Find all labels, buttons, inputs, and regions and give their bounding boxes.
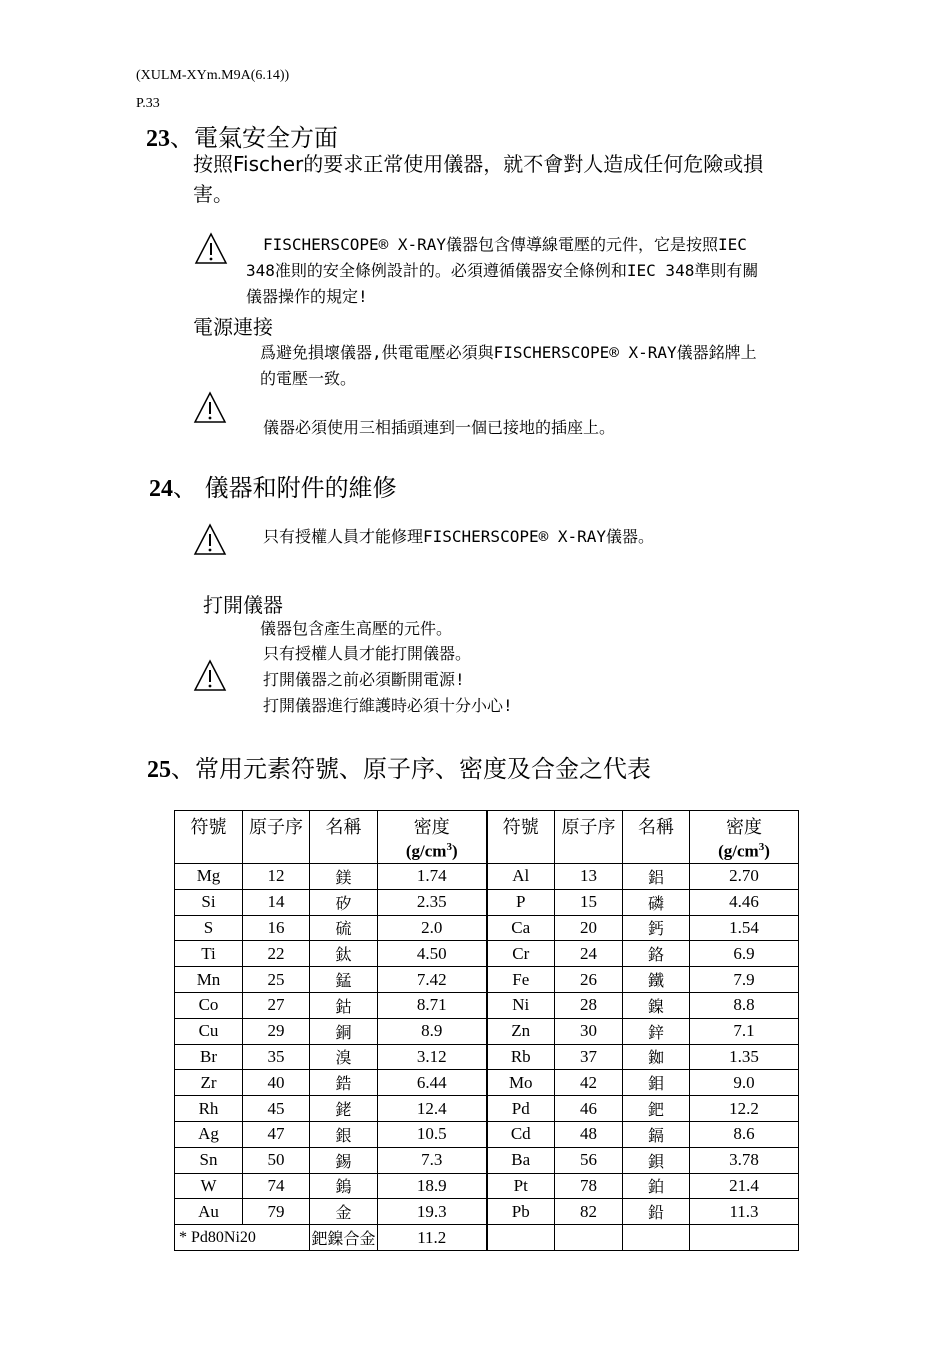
cell-density: 2.0: [378, 915, 487, 941]
cell-symbol: Si: [175, 889, 243, 915]
cell-name: 鉛: [623, 1199, 690, 1225]
table-row: [175, 1018, 799, 1044]
cell-symbol: S: [175, 915, 243, 941]
cell-name: 鈦: [310, 941, 378, 967]
cell-density: 2.35: [378, 889, 487, 915]
cell-atomic-number: 35: [243, 1044, 310, 1070]
table-row: [175, 1096, 799, 1122]
power-connection-line-1: 爲避免損壞儀器,供電電壓必須與FISCHERSCOPE® X-RAY儀器銘牌上: [260, 343, 757, 362]
cell-symbol: W: [175, 1173, 243, 1199]
section-23-number: 23: [146, 126, 170, 152]
cell-name: 鋇: [623, 1147, 690, 1173]
grounding-warning: 儀器必須使用三相插頭連到一個已接地的插座上。: [263, 418, 616, 437]
cell-atomic-number: 48: [555, 1121, 623, 1147]
open-instrument-line-4: 打開儀器進行維護時必須十分小心!: [263, 696, 513, 715]
cell-symbol: Rh: [175, 1096, 243, 1122]
cell-symbol: Pt: [487, 1173, 555, 1199]
cell-symbol: Mn: [175, 967, 243, 993]
section-25-heading: [147, 749, 651, 784]
open-instrument-heading: 打開儀器: [203, 593, 283, 617]
warning-icon: [193, 523, 229, 557]
cell-name: 銅: [310, 1018, 378, 1044]
cell-atomic-number: 82: [555, 1199, 623, 1225]
table-row: [175, 967, 799, 993]
section-23-title: 、電氣安全方面: [170, 124, 338, 152]
cell-name: 錳: [310, 967, 378, 993]
cell-density: 6.44: [378, 1070, 487, 1096]
cell-density: 8.9: [378, 1018, 487, 1044]
cell-symbol: Ag: [175, 1121, 243, 1147]
warning-1-line-1: FISCHERSCOPE® X-RAY儀器包含傳導線電壓的元件，它是按照IEC: [263, 235, 747, 254]
cell-name: 銠: [310, 1096, 378, 1122]
element-density-table: [174, 810, 799, 1251]
cell-density: 18.9: [378, 1173, 487, 1199]
cell-atomic-number: 45: [243, 1096, 310, 1122]
cell-symbol: Mg: [175, 864, 243, 890]
alloy-name: 鈀鎳合金: [310, 1225, 378, 1251]
cell-symbol: Ni: [487, 992, 555, 1018]
table-row: [175, 1173, 799, 1199]
cell-atomic-number: 78: [555, 1173, 623, 1199]
cell-density: 1.74: [378, 864, 487, 890]
cell-name: 鈣: [623, 915, 690, 941]
cell-density: 7.1: [690, 1018, 799, 1044]
cell-symbol: Pb: [487, 1199, 555, 1225]
cell-density: 7.42: [378, 967, 487, 993]
cell-symbol: Pd: [487, 1096, 555, 1122]
section-24-title: 、 儀器和附件的維修: [173, 474, 397, 502]
cell-symbol: Ca: [487, 915, 555, 941]
table-row: [175, 941, 799, 967]
table-row: [175, 864, 799, 890]
header-symbol: 符號: [487, 811, 555, 864]
section-23-intro-line-2: 害。: [193, 182, 233, 206]
section-23-heading: [146, 118, 338, 153]
cell-density: 9.0: [690, 1070, 799, 1096]
table-row: [175, 915, 799, 941]
section-25-title: 、常用元素符號、原子序、密度及合金之代表: [171, 755, 651, 783]
cell-name: 矽: [310, 889, 378, 915]
page-number: P.33: [136, 96, 160, 111]
cell-symbol: Rb: [487, 1044, 555, 1070]
cell-name: 溴: [310, 1044, 378, 1070]
cell-symbol: Sn: [175, 1147, 243, 1173]
cell-atomic-number: 27: [243, 992, 310, 1018]
cell-symbol: Ti: [175, 941, 243, 967]
cell-density: 21.4: [690, 1173, 799, 1199]
cell-density: 4.46: [690, 889, 799, 915]
cell-density: 12.4: [378, 1096, 487, 1122]
alloy-density: 11.2: [378, 1225, 487, 1251]
cell-density: 7.9: [690, 967, 799, 993]
header-name: 名稱: [310, 811, 378, 864]
cell-name: 鉬: [623, 1070, 690, 1096]
cell-name: 硫: [310, 915, 378, 941]
warning-icon: [193, 659, 229, 693]
cell-atomic-number: 40: [243, 1070, 310, 1096]
power-connection-heading: 電源連接: [193, 315, 273, 339]
alloy-row: [175, 1225, 799, 1251]
alloy-symbol: * Pd80Ni20: [175, 1225, 310, 1251]
cell-symbol: Au: [175, 1199, 243, 1225]
cell-symbol: Cr: [487, 941, 555, 967]
cell-name: 錫: [310, 1147, 378, 1173]
section-24-number: 24: [149, 476, 173, 502]
cell-atomic-number: 12: [243, 864, 310, 890]
section-25-number: 25: [147, 757, 171, 783]
cell-density: 2.70: [690, 864, 799, 890]
cell-atomic-number: 42: [555, 1070, 623, 1096]
repair-warning: 只有授權人員才能修理FISCHERSCOPE® X-RAY儀器。: [263, 527, 655, 546]
header-name: 名稱: [623, 811, 690, 864]
table-row: [175, 1147, 799, 1173]
cell-name: 鎢: [310, 1173, 378, 1199]
cell-name: 鎳: [623, 992, 690, 1018]
empty-cell: [487, 1225, 555, 1251]
cell-atomic-number: 22: [243, 941, 310, 967]
cell-density: 8.8: [690, 992, 799, 1018]
cell-atomic-number: 25: [243, 967, 310, 993]
cell-atomic-number: 13: [555, 864, 623, 890]
empty-cell: [690, 1225, 799, 1251]
cell-atomic-number: 30: [555, 1018, 623, 1044]
cell-name: 鋯: [310, 1070, 378, 1096]
cell-name: 鉻: [623, 941, 690, 967]
cell-density: 10.5: [378, 1121, 487, 1147]
header-density-label: 密度: [726, 817, 762, 838]
cell-symbol: Ba: [487, 1147, 555, 1173]
cell-atomic-number: 56: [555, 1147, 623, 1173]
cell-density: 3.12: [378, 1044, 487, 1070]
cell-atomic-number: 24: [555, 941, 623, 967]
cell-name: 鋅: [623, 1018, 690, 1044]
document-id: (XULM-XYm.M9A(6.14)): [136, 68, 290, 83]
cell-atomic-number: 20: [555, 915, 623, 941]
cell-name: 鉑: [623, 1173, 690, 1199]
cell-name: 鋁: [623, 864, 690, 890]
cell-name: 銣: [623, 1044, 690, 1070]
cell-symbol: Fe: [487, 967, 555, 993]
cell-name: 金: [310, 1199, 378, 1225]
cell-name: 鈷: [310, 992, 378, 1018]
cell-atomic-number: 15: [555, 889, 623, 915]
header-atomic-number: 原子序: [243, 811, 310, 864]
cell-symbol: Al: [487, 864, 555, 890]
warning-1-line-3: 儀器操作的規定!: [246, 287, 368, 306]
header-density-unit: $(g/cm^3)$: [405, 841, 458, 861]
cell-symbol: Cu: [175, 1018, 243, 1044]
cell-name: 鎂: [310, 864, 378, 890]
cell-symbol: P: [487, 889, 555, 915]
cell-name: 鎘: [623, 1121, 690, 1147]
table-row: [175, 1199, 799, 1225]
warning-1-line-2: 348准則的安全條例設計的。必須遵循儀器安全條例和IEC 348準則有關: [246, 261, 759, 280]
header-density-unit: $(g/cm^3)$: [718, 841, 770, 861]
cell-density: 3.78: [690, 1147, 799, 1173]
empty-cell: [555, 1225, 623, 1251]
table-row: [175, 1121, 799, 1147]
cell-density: 1.54: [690, 915, 799, 941]
power-connection-line-2: 的電壓一致。: [260, 369, 357, 388]
table-body: [175, 864, 799, 1251]
cell-symbol: Br: [175, 1044, 243, 1070]
cell-atomic-number: 28: [555, 992, 623, 1018]
cell-density: 1.35: [690, 1044, 799, 1070]
header-symbol: 符號: [175, 811, 243, 864]
cell-density: 7.3: [378, 1147, 487, 1173]
cell-atomic-number: 46: [555, 1096, 623, 1122]
cell-name: 銀: [310, 1121, 378, 1147]
cell-density: 8.71: [378, 992, 487, 1018]
cell-name: 磷: [623, 889, 690, 915]
header-atomic-number: 原子序: [555, 811, 623, 864]
cell-symbol: Zn: [487, 1018, 555, 1044]
empty-cell: [623, 1225, 690, 1251]
cell-density: 11.3: [690, 1199, 799, 1225]
cell-name: 鐵: [623, 967, 690, 993]
warning-icon: [194, 232, 230, 266]
cell-symbol: Cd: [487, 1121, 555, 1147]
warning-icon: [193, 391, 229, 425]
cell-atomic-number: 16: [243, 915, 310, 941]
table-row: [175, 889, 799, 915]
header-density: [378, 811, 487, 864]
table-row: [175, 1070, 799, 1096]
cell-atomic-number: 79: [243, 1199, 310, 1225]
cell-density: 4.50: [378, 941, 487, 967]
cell-atomic-number: 26: [555, 967, 623, 993]
cell-atomic-number: 14: [243, 889, 310, 915]
open-instrument-line-2: 只有授權人員才能打開儀器。: [263, 644, 472, 663]
cell-atomic-number: 74: [243, 1173, 310, 1199]
cell-symbol: Co: [175, 992, 243, 1018]
table-row: [175, 992, 799, 1018]
cell-symbol: Mo: [487, 1070, 555, 1096]
cell-atomic-number: 37: [555, 1044, 623, 1070]
cell-name: 鈀: [623, 1096, 690, 1122]
table-row: [175, 1044, 799, 1070]
cell-symbol: Zr: [175, 1070, 243, 1096]
cell-density: 12.2: [690, 1096, 799, 1122]
cell-atomic-number: 29: [243, 1018, 310, 1044]
section-24-heading: [149, 468, 397, 503]
cell-atomic-number: 47: [243, 1121, 310, 1147]
open-instrument-line-1: 儀器包含產生高壓的元件。: [260, 619, 453, 638]
section-23-intro-line-1: 按照Fischer的要求正常使用儀器，就不會對人造成任何危險或損: [193, 152, 764, 176]
cell-density: 6.9: [690, 941, 799, 967]
cell-atomic-number: 50: [243, 1147, 310, 1173]
header-density-label: 密度: [413, 817, 450, 838]
cell-density: 19.3: [378, 1199, 487, 1225]
header-density: [690, 811, 799, 864]
open-instrument-line-3: 打開儀器之前必須斷開電源!: [263, 670, 465, 689]
table-header-row: [175, 811, 799, 864]
cell-density: 8.6: [690, 1121, 799, 1147]
